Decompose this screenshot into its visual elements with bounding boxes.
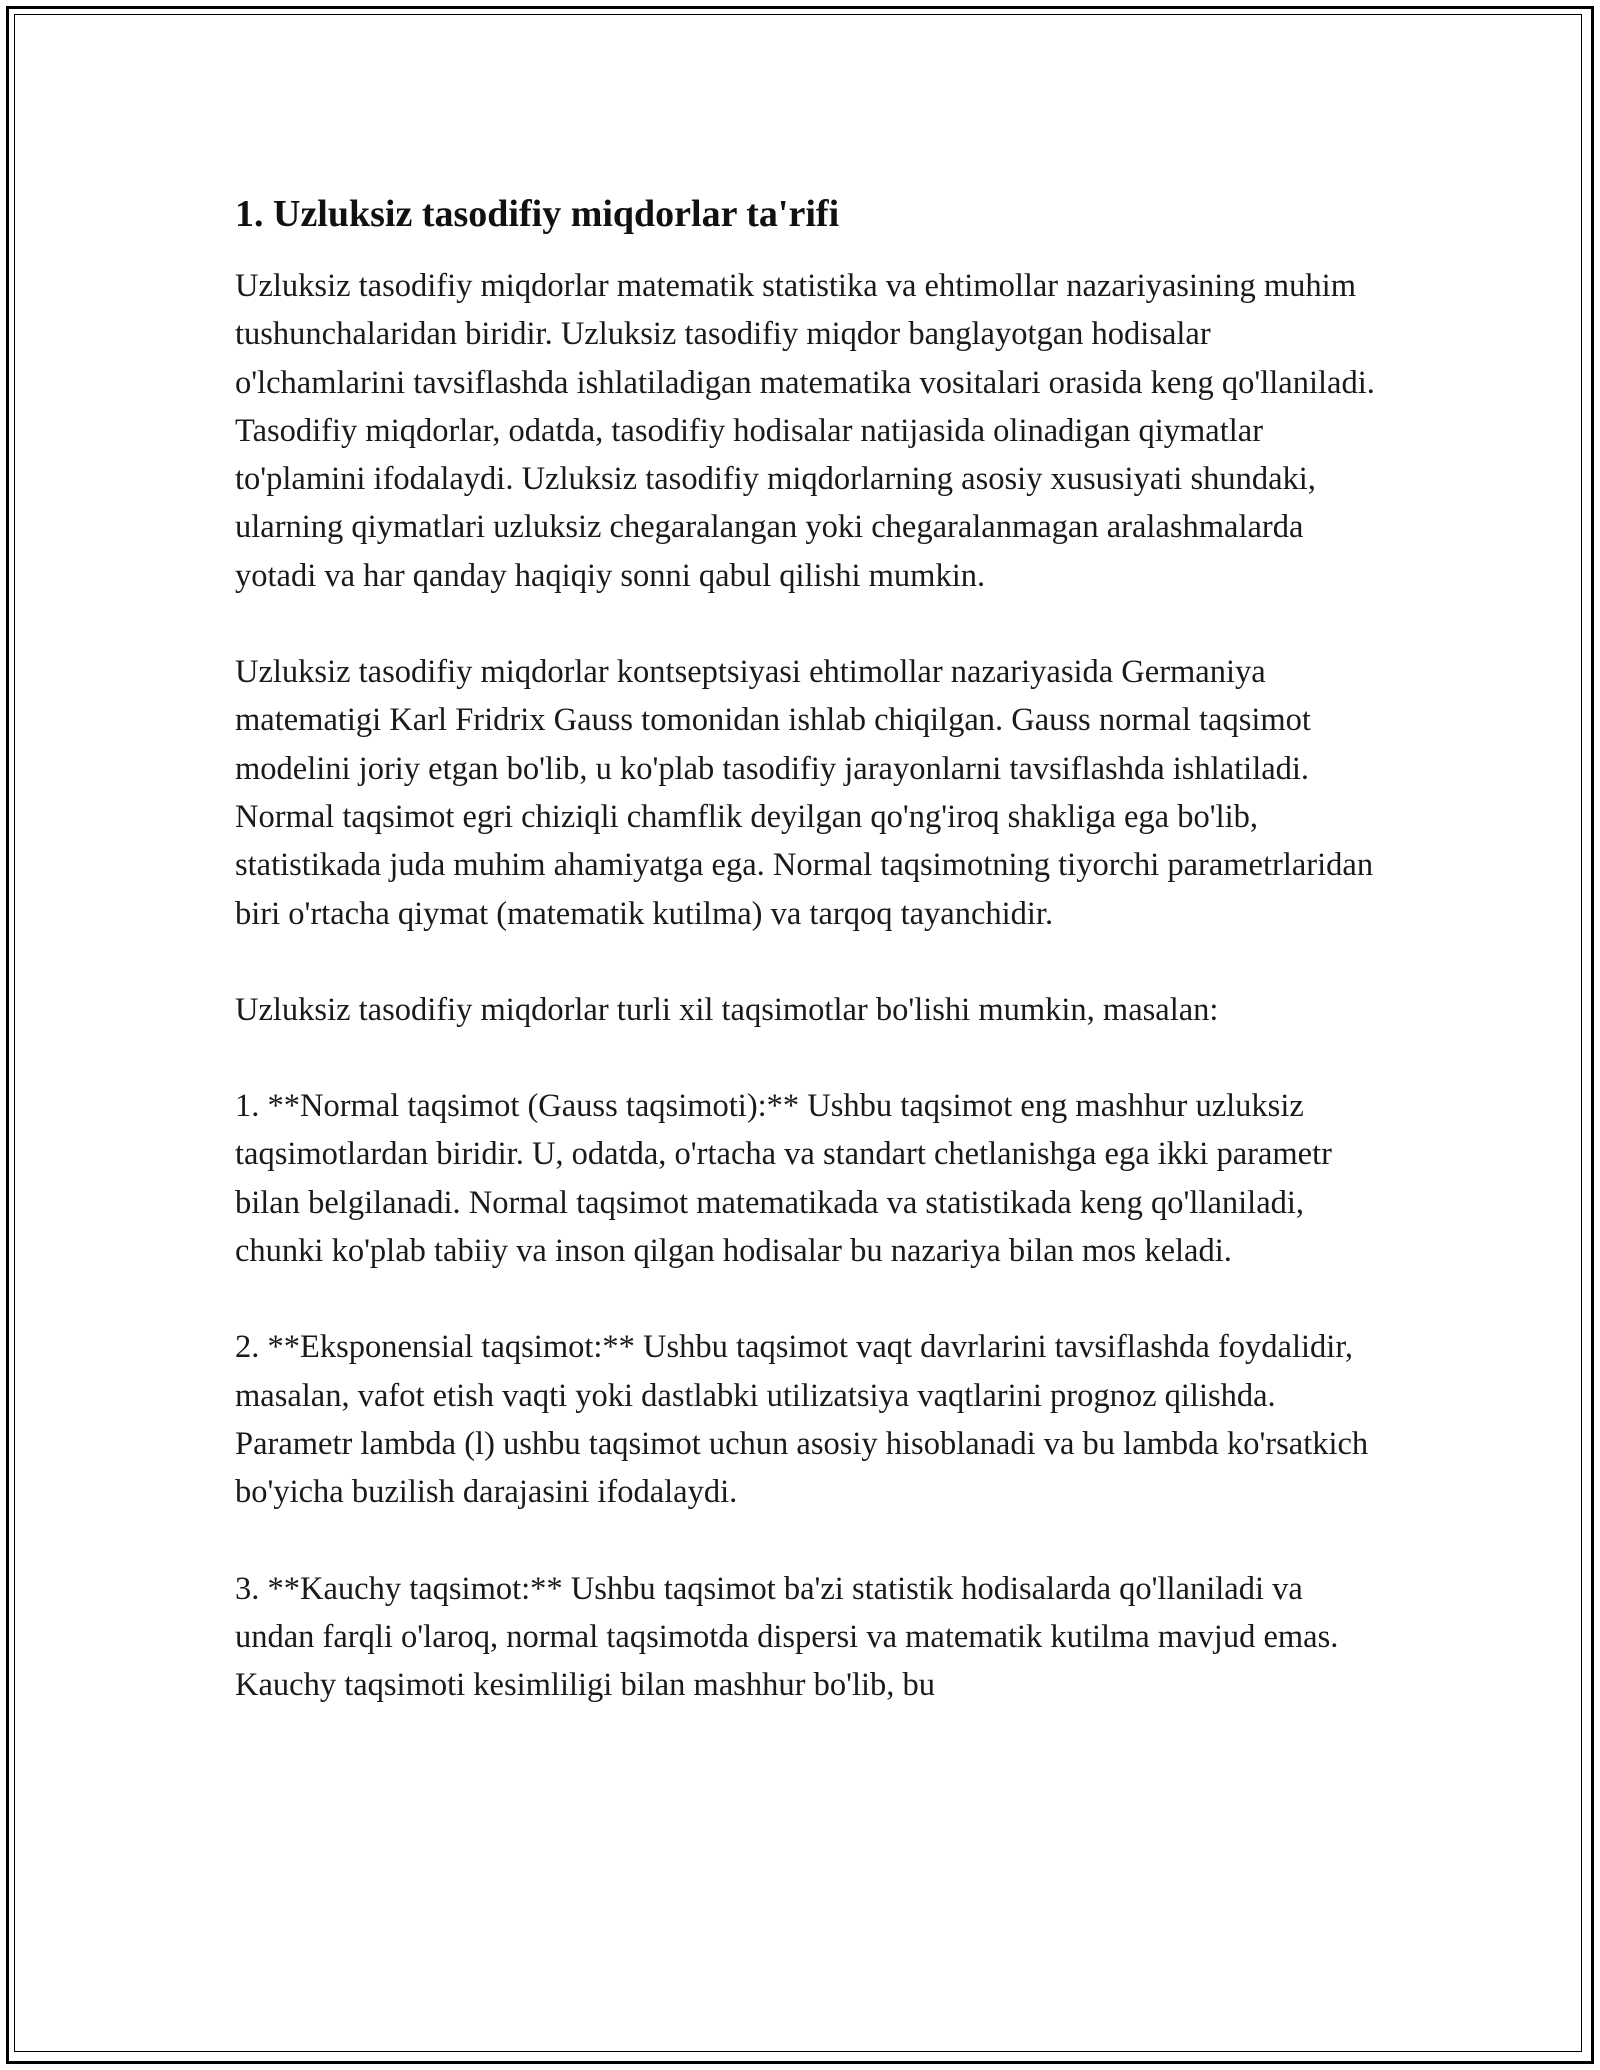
document-body (235, 188, 1380, 1709)
section-heading: 1. Uzluksiz tasodifiy miqdorlar ta'rifi (235, 193, 840, 235)
list-item-cauchy: 3. **Kauchy taqsimot:** Ushbu taqsimot ba'zi statistik hodisalarda qo'llaniladi va undan farqli o'laroq, normal taqsimotda dispersi va matematik kutilma mavjud emas. Kauchy taqsimoti kesimliligi bilan mashhur bo'lib, bu (235, 1570, 1339, 1704)
list-item-normal: 1. **Normal taqsimot (Gauss taqsimoti):** Ushbu taqsimot eng mashhur uzluksiz taqsimotlardan biridir. U, odatda, o'rtacha va standart chetlanishga ega ikki parametr bilan belgilanadi. Normal taqsimot matematikada va statistikada keng qo'llaniladi, chunki ko'plab tabiiy va inson qilgan hodisalar bu nazariya bilan mos keladi. (235, 1088, 1332, 1270)
list-item-exponential: 2. **Eksponensial taqsimot:** Ushbu taqsimot vaqt davrlarini tavsiflashda foydalidir, masalan, vafot etish vaqti yoki dastlabki utilizatsiya vaqtlarini prognoz qilishda. Parametr lambda (l) ushbu taqsimot uchun asosiy hisoblanadi va bu lambda ko'rsatkich bo'yicha buzilish darajasini ifodalaydi. (235, 1329, 1369, 1511)
paragraph-history: Uzluksiz tasodifiy miqdorlar kontseptsiyasi ehtimollar nazariyasida Germaniya matematigi Karl Fridrix Gauss tomonidan ishlab chiqilgan. Gauss normal taqsimot modelini joriy etgan bo'lib, u ko'plab tasodifiy jarayonlarni tavsiflashda ishlatiladi. Normal taqsimot egri chiziqli chamflik deyilgan qo'ng'iroq shakliga ega bo'lib, statistikada juda muhim ahamiyatga ega. Normal taqsimotning tiyorchi parametrlaridan biri o'rtacha qiymat (matematik kutilma) va tarqoq tayanchidir. (235, 654, 1374, 932)
paragraph-definition: Uzluksiz tasodifiy miqdorlar matematik statistika va ehtimollar nazariyasining muhim tushunchalaridan biridir. Uzluksiz tasodifiy miqdor banglayotgan hodisalar o'lchamlarini tavsiflashda ishlatiladigan matematika vositalari orasida keng qo'llaniladi. Tasodifiy miqdorlar, odatda, tasodifiy hodisalar natijasida olinadigan qiymatlar to'plamini ifodalaydi. Uzluksiz tasodifiy miqdorlarning asosiy xususiyati shundaki, ularning qiymatlari uzluksiz chegaralangan yoki chegaralanmagan aralashmalarda yotadi va har qanday haqiqiy sonni qabul qilishi mumkin. (235, 268, 1375, 594)
paragraph-intro-list: Uzluksiz tasodifiy miqdorlar turli xil taqsimotlar bo'lishi mumkin, masalan: (235, 991, 1219, 1028)
